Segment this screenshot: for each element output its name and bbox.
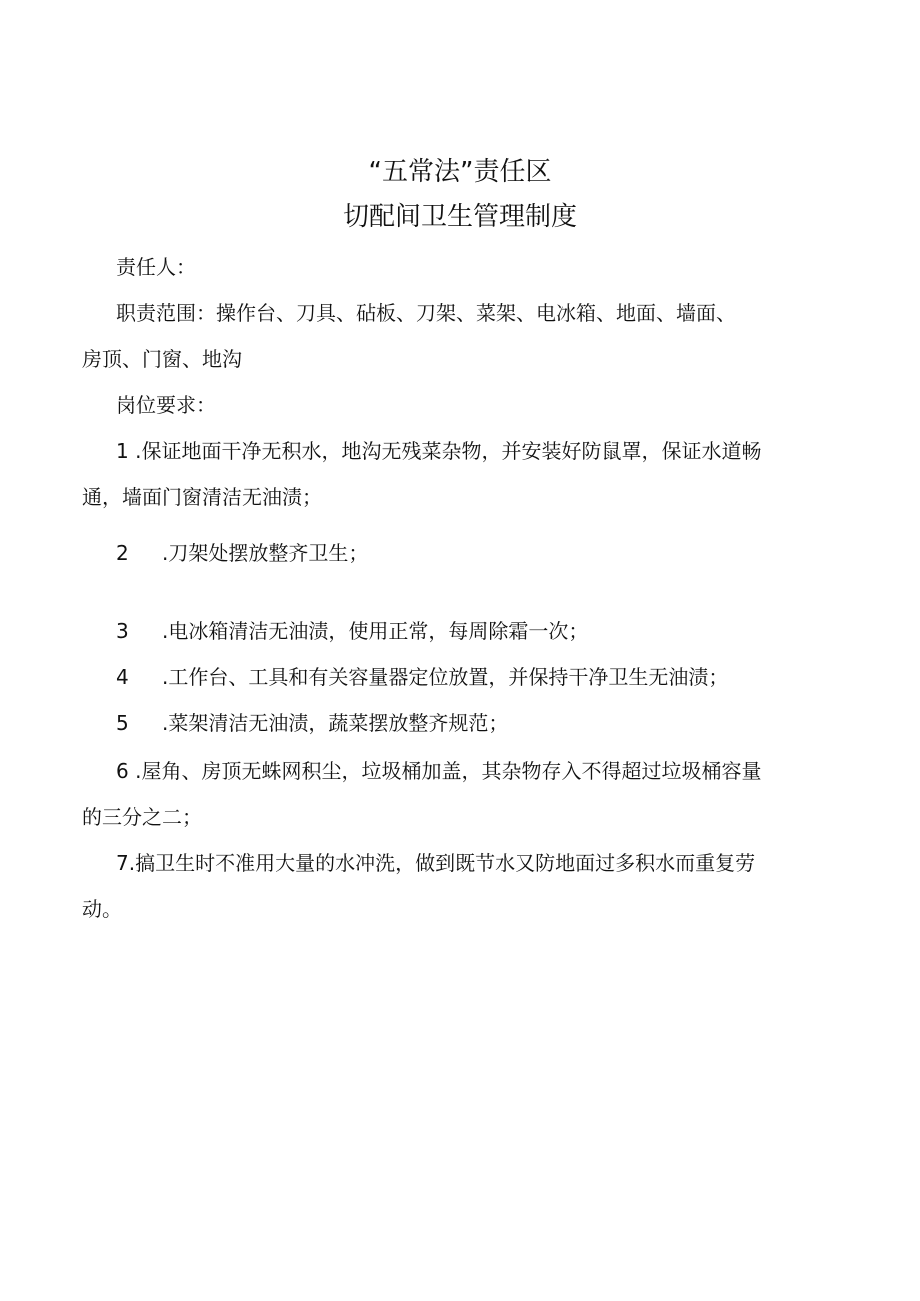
scope-line-1: 职责范围：操作台、刀具、砧板、刀架、菜架、电冰箱、地面、墙面、: [116, 301, 736, 325]
item-7-line-1: 7.搞卫生时不准用大量的水冲洗，做到既节水又防地面过多积水而重复劳: [116, 851, 756, 875]
responsible-person-paragraph: [82, 244, 838, 290]
item-3-number: 3: [116, 619, 129, 643]
item-6-line-2: 的三分之二；: [82, 805, 202, 829]
item-5-number: 5: [116, 711, 129, 735]
scope-paragraph: [82, 290, 838, 382]
requirement-item-6: [82, 748, 838, 840]
responsible-person-label: 责任人：: [116, 255, 196, 279]
requirement-item-4: [116, 654, 728, 700]
requirements-heading-paragraph: [82, 382, 838, 428]
requirement-item-3: [116, 608, 588, 654]
item-6-line-1: 6 .屋角、房顶无蛛网积尘，垃圾桶加盖，其杂物存入不得超过垃圾桶容量: [116, 759, 762, 783]
scope-line-2: 房顶、门窗、地沟: [82, 347, 242, 371]
requirement-item-5: [116, 700, 508, 746]
item-2-number: 2: [116, 541, 129, 565]
item-4-text: .工作台、工具和有关容量器定位放置，并保持干净卫生无油渍；: [162, 665, 729, 689]
item-3-text: .电冰箱清洁无油渍，使用正常，每周除霜一次；: [162, 619, 589, 643]
document-title-line-1: “五常法”责任区: [368, 157, 552, 187]
requirement-item-1: [82, 428, 838, 520]
item-1-line-2: 通，墙面门窗清洁无油渍；: [82, 485, 322, 509]
item-1-line-1: 1 .保证地面干净无积水，地沟无残菜杂物，并安装好防鼠罩，保证水道畅: [116, 439, 762, 463]
document-title-line-2: 切配间卫生管理制度: [342, 202, 577, 232]
item-7-line-2: 动。: [82, 897, 122, 921]
requirements-heading: 岗位要求：: [116, 393, 216, 417]
item-5-text: .菜架清洁无油渍，蔬菜摆放整齐规范；: [162, 711, 509, 735]
item-2-text: .刀架处摆放整齐卫生；: [162, 541, 369, 565]
requirement-item-2: [116, 530, 368, 576]
item-4-number: 4: [116, 665, 129, 689]
requirement-item-7: [82, 840, 838, 932]
